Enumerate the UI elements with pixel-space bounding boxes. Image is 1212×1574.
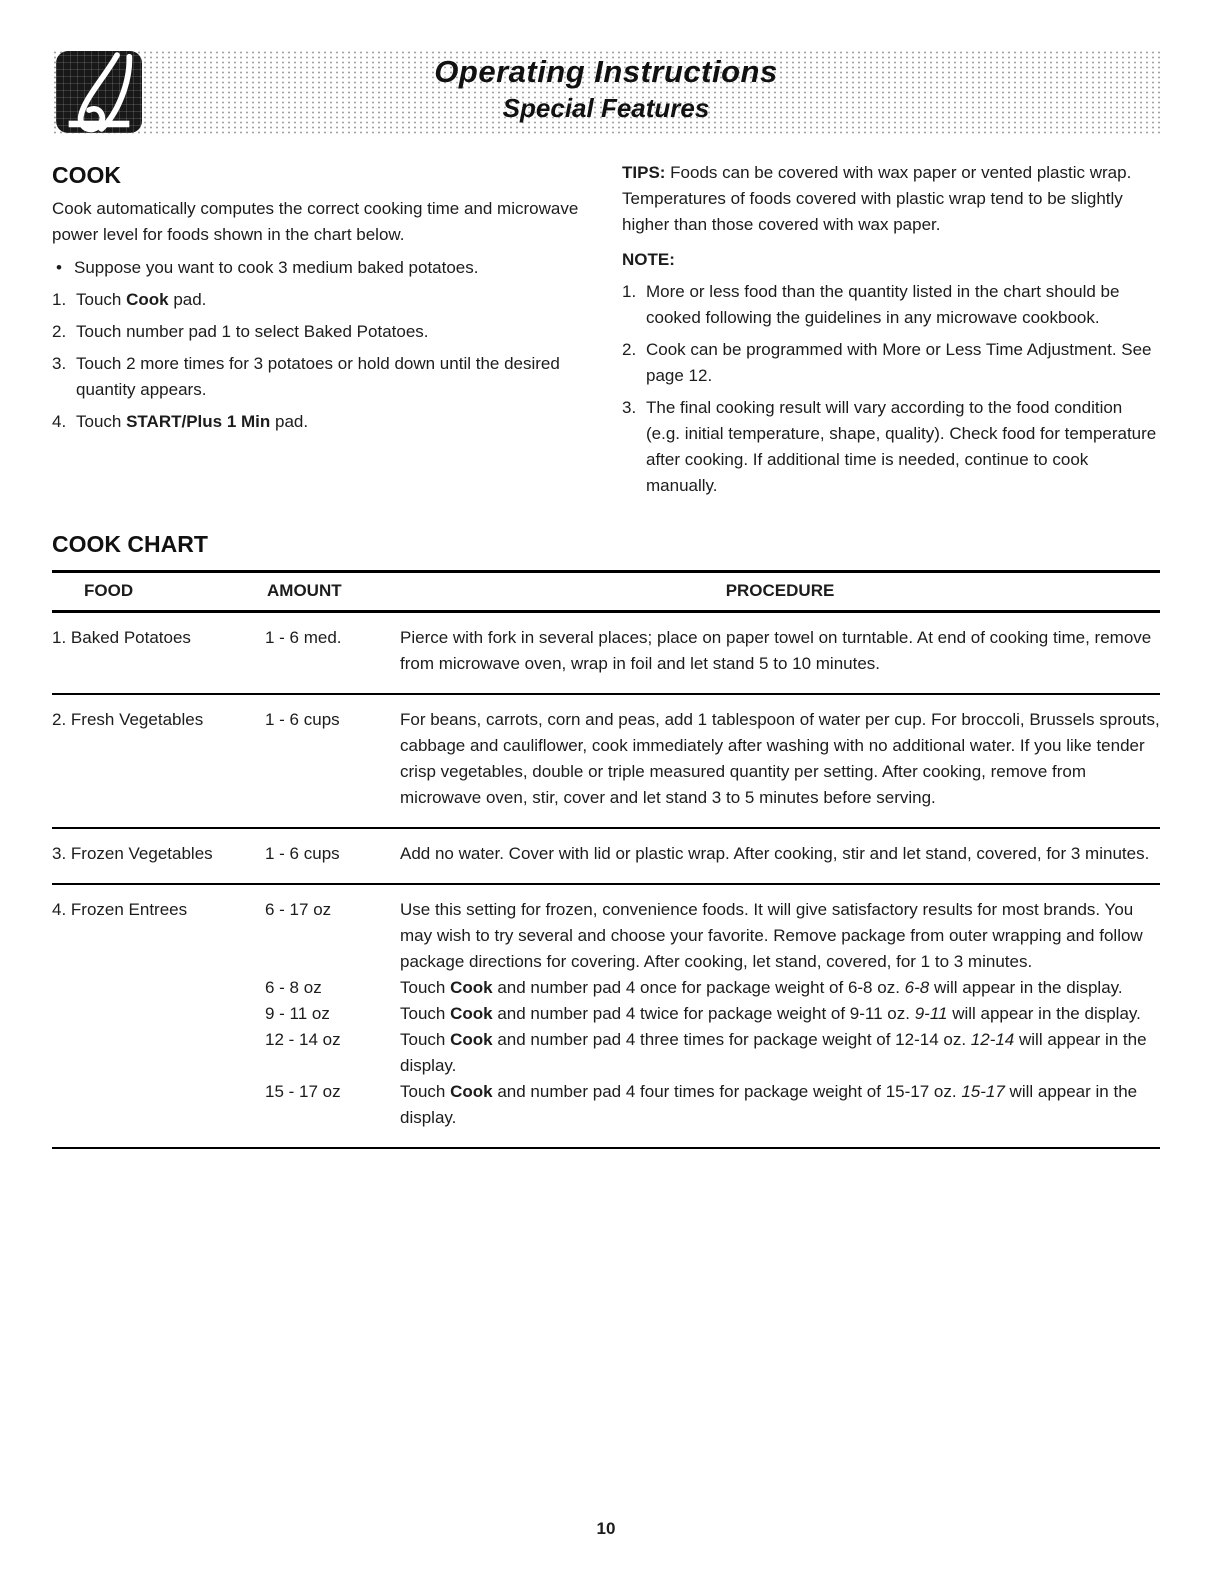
entrees-subrow-overview — [260, 897, 1160, 975]
cook-heading: COOK — [52, 162, 121, 188]
bullet-marker: • — [56, 258, 62, 277]
step-text: Touch Cook pad. — [76, 290, 207, 309]
cook-chart-table — [52, 570, 1160, 1149]
note-text: More or less food than the quantity listed in the chart should be cooked following the guidelines in any microwave cookbook. — [646, 282, 1120, 327]
food-cell: 2. Fresh Vegetables — [52, 710, 204, 729]
tips-section — [622, 160, 1160, 499]
column-header-amount: AMOUNT — [267, 581, 342, 600]
amount-cell: 1 - 6 cups — [265, 710, 340, 729]
column-header-procedure: PROCEDURE — [725, 581, 835, 600]
procedure-cell: Use this setting for frozen, convenience foods. It will give satisfactory results for most brands. You may wish to try several and choose your favorite. Remove package from outer wrapping and follow package directions for covering. After cooking, let stand, covered, for 1 to 3 minutes. — [400, 900, 1143, 971]
table-row-frozen-vegetables — [52, 829, 1160, 885]
step-number: 4. — [52, 412, 67, 431]
procedure-cell: Touch Cook and number pad 4 once for package weight of 6-8 oz. 6-8 will appear in the display. — [400, 978, 1123, 997]
amount-cell: 1 - 6 med. — [265, 628, 342, 647]
table-row-fresh-vegetables — [52, 695, 1160, 829]
entrees-subrow-15-17 — [260, 1079, 1160, 1131]
note-item-3 — [622, 395, 1160, 499]
cook-chart-heading: COOK CHART — [52, 531, 208, 557]
table-row-frozen-entrees — [52, 885, 1160, 1149]
food-cell: 3. Frozen Vegetables — [52, 844, 213, 863]
cook-bullet — [52, 255, 590, 281]
food-cell: 1. Baked Potatoes — [52, 628, 191, 647]
tips-label: TIPS: — [622, 163, 666, 182]
food-cell: 4. Frozen Entrees — [52, 900, 188, 919]
note-number: 1. — [622, 282, 637, 301]
step-number: 2. — [52, 322, 67, 341]
procedure-cell: Pierce with fork in several places; place on paper towel on turntable. At end of cooking time, remove from microwave oven, wrap in foil and let stand 5 to 10 minutes. — [400, 628, 1152, 673]
page-number: 10 — [596, 1519, 616, 1538]
entrees-subrow-6-8 — [260, 975, 1160, 1001]
note-text: The final cooking result will vary according to the food condition (e.g. initial temperature, shape, quality). Check food for temperature after cooking. If additional time is needed, continue to cook manually. — [646, 398, 1157, 495]
cook-step-2 — [52, 319, 590, 345]
step-text: Touch 2 more times for 3 potatoes or hold down until the desired quantity appears. — [76, 354, 560, 399]
amount-cell: 15 - 17 oz — [265, 1082, 341, 1101]
entrees-subrow-9-11 — [260, 1001, 1160, 1027]
note-text: Cook can be programmed with More or Less Time Adjustment. See page 12. — [646, 340, 1152, 385]
step-text: Touch number pad 1 to select Baked Potatoes. — [76, 322, 429, 341]
cook-step-1 — [52, 287, 590, 313]
note-heading: NOTE: — [622, 250, 675, 269]
procedure-cell: For beans, carrots, corn and peas, add 1 tablespoon of water per cup. For broccoli, Brussels sprouts, cabbage and cauliflower, cook immediately after washing with no additional water. If you like tender crisp vegetables, double or triple measured quantity per setting. After cooking, remove from microwave oven, stir, cover and let stand 3 to 5 minutes before serving. — [400, 710, 1160, 807]
cook-chart-section — [52, 529, 1160, 1149]
amount-cell: 1 - 6 cups — [265, 844, 340, 863]
amount-cell: 6 - 8 oz — [265, 978, 322, 997]
entrees-subrows — [260, 897, 1160, 1131]
note-number: 3. — [622, 398, 637, 417]
tips-paragraph: TIPS: Foods can be covered with wax paper or vented plastic wrap. Temperatures of foods covered with plastic wrap tend to be slightly higher than those covered with wax paper. — [622, 163, 1132, 234]
cook-step-4 — [52, 409, 590, 435]
amount-cell: 9 - 11 oz — [265, 1004, 330, 1023]
page-header — [52, 50, 1160, 134]
step-number: 1. — [52, 290, 67, 309]
cook-bullet-text: Suppose you want to cook 3 medium baked potatoes. — [74, 258, 479, 277]
note-number: 2. — [622, 340, 637, 359]
cook-intro: Cook automatically computes the correct cooking time and microwave power level for foods shown in the chart below. — [52, 199, 579, 244]
table-row-baked-potatoes — [52, 613, 1160, 695]
amount-cell: 12 - 14 oz — [265, 1030, 341, 1049]
note-item-1 — [622, 279, 1160, 331]
procedure-cell: Add no water. Cover with lid or plastic wrap. After cooking, stir and let stand, covered, for 3 minutes. — [400, 844, 1150, 863]
intro-columns — [52, 160, 1160, 499]
page-title: Operating Instructions — [434, 54, 778, 89]
entrees-subrow-12-14 — [260, 1027, 1160, 1079]
note-item-2 — [622, 337, 1160, 389]
procedure-cell: Touch Cook and number pad 4 four times for package weight of 15-17 oz. 15-17 will appear in the display. — [400, 1082, 1138, 1127]
procedure-cell: Touch Cook and number pad 4 three times for package weight of 12-14 oz. 12-14 will appear in the display. — [400, 1030, 1147, 1075]
procedure-cell: Touch Cook and number pad 4 twice for package weight of 9-11 oz. 9-11 will appear in the display. — [400, 1004, 1141, 1023]
amount-cell: 6 - 17 oz — [265, 900, 332, 919]
table-header-row — [52, 573, 1160, 613]
cook-section — [52, 160, 590, 499]
step-number: 3. — [52, 354, 67, 373]
step-text: Touch START/Plus 1 Min pad. — [76, 412, 309, 431]
page-subtitle: Special Features — [502, 93, 710, 123]
column-header-food: FOOD — [84, 581, 134, 600]
cook-step-3 — [52, 351, 590, 403]
header-titles — [52, 52, 1160, 124]
